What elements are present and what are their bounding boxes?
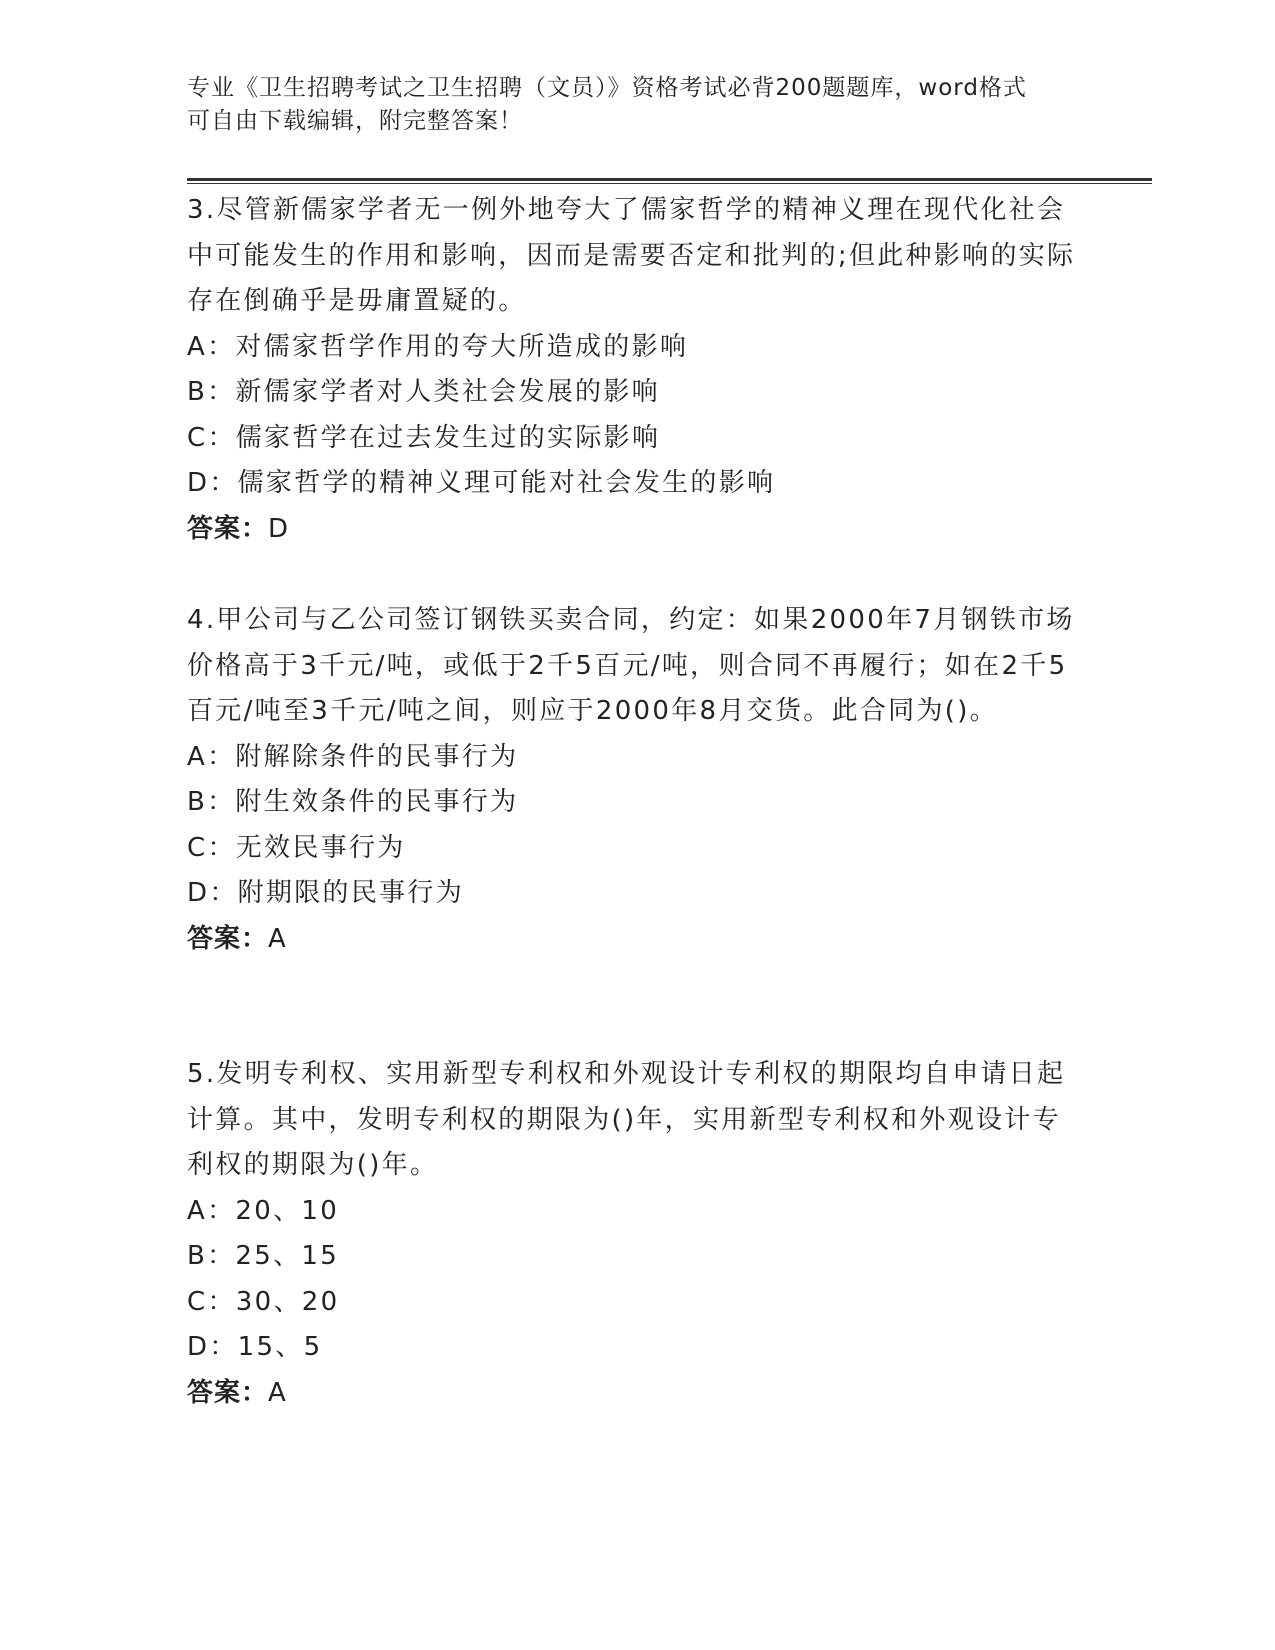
answer-line (187, 917, 1087, 963)
answer-value: A (268, 1377, 287, 1408)
header-divider-thin (187, 183, 1152, 184)
question-3 (187, 188, 1087, 552)
header-line-2: 可自由下载编辑，附完整答案！ (187, 108, 523, 134)
option-c: C：无效民事行为 (187, 832, 406, 863)
option-b: B：附生效条件的民事行为 (187, 787, 519, 817)
option-b: B：25、15 (187, 1241, 340, 1271)
question-stem: 5.发明专利权、实用新型专利权和外观设计专利权的期限均自申请日起计算。其中，发明专利权的期限为()年，实用新型专利权和外观设计专利权的期限为()年。 (187, 1059, 1066, 1180)
answer-line (187, 1371, 1087, 1417)
option-c: C：儒家哲学在过去发生过的实际影响 (187, 422, 661, 453)
answer-value: A (268, 923, 287, 954)
option-c: C：30、20 (187, 1286, 340, 1317)
question-4 (187, 598, 1087, 962)
question-stem: 3.尽管新儒家学者无一例外地夸大了儒家哲学的精神义理在现代化社会中可能发生的作用和影响，因而是需要否定和批判的;但此种影响的实际存在倒确乎是毋庸置疑的。 (187, 195, 1076, 316)
question-stem: 4.甲公司与乙公司签订钢铁买卖合同，约定：如果2000年7月钢铁市场价格高于3千元/吨，或低于2千5百元/吨，则合同不再履行；如在2千5百元/吨至3千元/吨之间，则应于2000年8月交货。此合同为()。 (187, 605, 1075, 726)
answer-label: 答案： (187, 923, 269, 954)
option-b: B：新儒家学者对人类社会发展的影响 (187, 377, 660, 407)
answer-value: D (268, 513, 290, 544)
header-divider-thick (187, 178, 1152, 181)
answer-line (187, 507, 1087, 553)
option-a: A：附解除条件的民事行为 (187, 741, 519, 772)
question-5 (187, 1052, 1087, 1416)
option-a: A：对儒家哲学作用的夸大所造成的影响 (187, 331, 689, 362)
answer-label: 答案： (187, 1377, 269, 1408)
document-header (187, 72, 1087, 138)
option-d: D：15、5 (187, 1332, 323, 1362)
header-line-1: 专业《卫生招聘考试之卫生招聘（文员）》资格考试必背200题题库，word格式 (187, 75, 1027, 101)
answer-label: 答案： (187, 513, 269, 544)
option-a: A：20、10 (187, 1195, 340, 1226)
option-d: D：儒家哲学的精神义理可能对社会发生的影响 (187, 468, 776, 498)
option-d: D：附期限的民事行为 (187, 878, 465, 908)
